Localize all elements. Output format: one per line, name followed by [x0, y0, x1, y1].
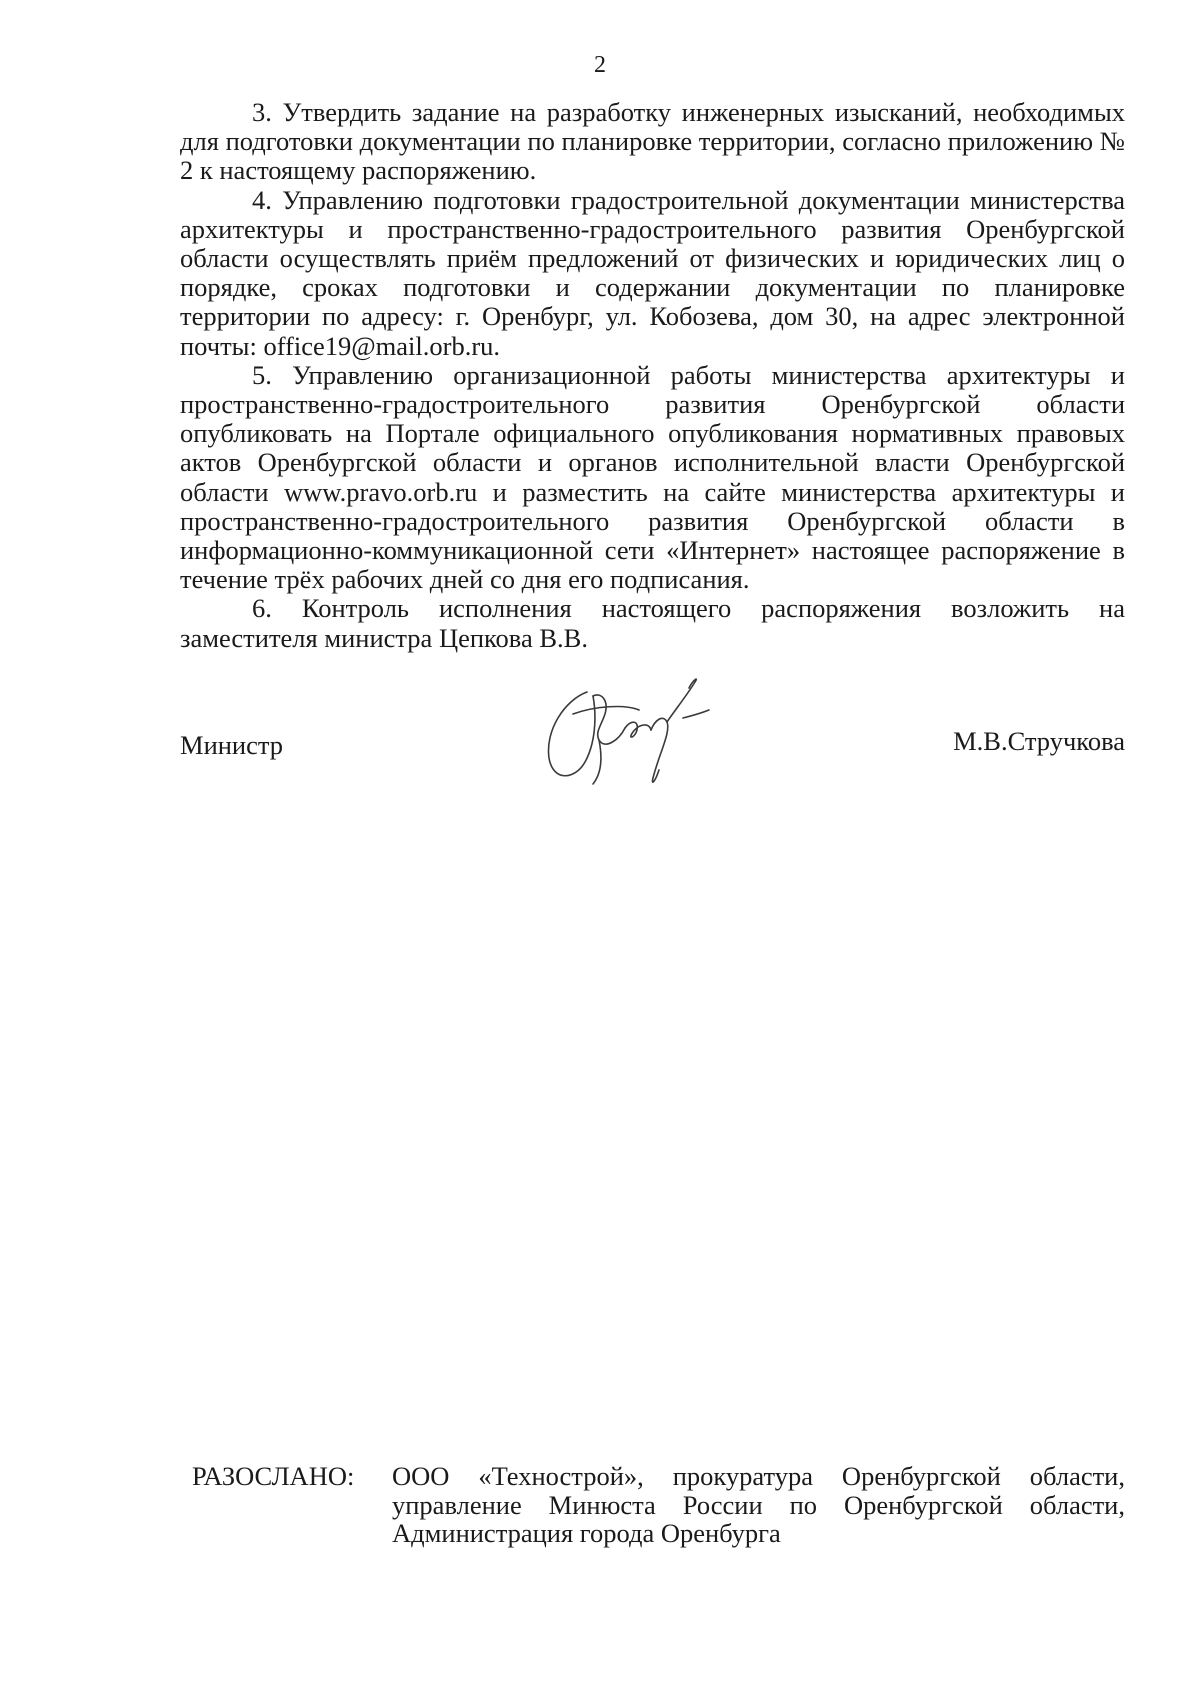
paragraph-3: 3. Утвердить задание на разработку инженерных изысканий, необходимых для подготовки документации по планировке территории, согласно приложению № 2 к настоящему распоряжению. [180, 97, 1125, 186]
paragraph-4: 4. Управлению подготовки градостроительной документации министерства архитектуры и пространственно-градостроительного развития Оренбургской области осуществлять приём предложений от физических и юридических лиц о порядке, сроках подготовки и содержании документации по планировке территории по адресу: г. Оренбург, ул. Кобозева, дом 30, на адрес электронной почты: office19@mail.orb.ru. [180, 184, 1125, 361]
handwritten-signature [535, 670, 725, 790]
signatory-position: Министр [180, 730, 284, 760]
paragraph-5: 5. Управлению организационной работы министерства архитектуры и пространственно-градостроительного развития Оренбургской области опубликовать на Портале официального опубликования нормативных правовых актов Оренбургской области и органов исполнительной власти Оренбургской области www.pravo.orb.ru и разместить на сайте министерства архитектуры и пространственно-градостроительного развития Оренбургской области в информационно-коммуникационной сети «Интернет» настоящее распоряжение в течение трёх рабочих дней со дня его подписания. [180, 359, 1125, 595]
signatory-name: М.В.Стручкова [953, 726, 1125, 756]
distribution-recipients: ООО «Технострой», прокуратура Оренбургской области, управление Минюста России по Оренбургской области, Администрация города Оренбурга [392, 1461, 1125, 1548]
document-body [180, 98, 1125, 653]
distribution-label: РАЗОСЛАНО: [192, 1461, 355, 1491]
paragraph-6: 6. Контроль исполнения настоящего распоряжения возложить на заместителя министра Цепкова В.В. [180, 593, 1125, 653]
signature-block [180, 670, 1125, 790]
page-number: 2 [594, 52, 606, 78]
